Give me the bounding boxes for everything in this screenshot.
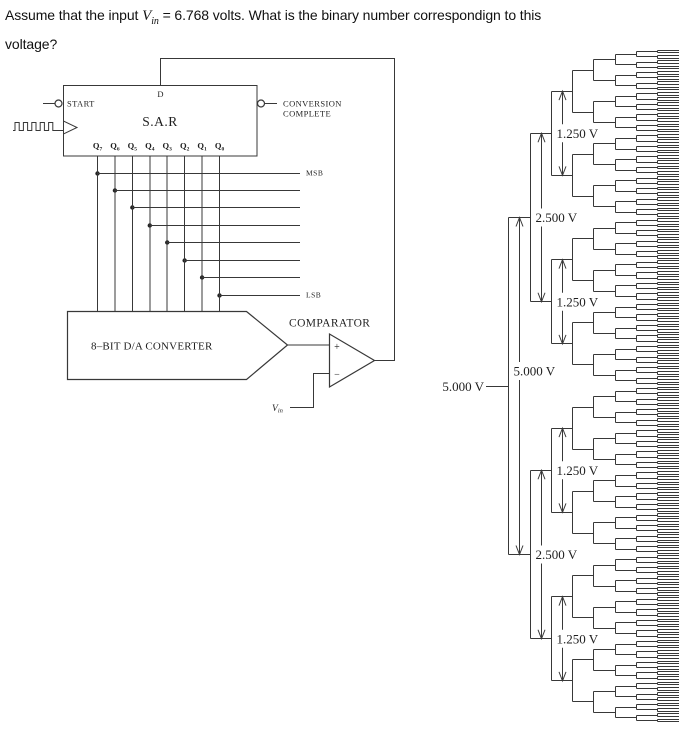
comparator-minus-sign: − (334, 369, 340, 381)
conversion-complete-bubble (258, 100, 265, 107)
clock-waveform (13, 123, 63, 131)
clock-input-triangle (64, 121, 78, 134)
vin-label: Vin (272, 404, 283, 415)
start-bubble (55, 100, 62, 107)
question-line-2: voltage? (5, 36, 58, 52)
tree-lead-label: 5.000 V (442, 379, 484, 394)
tree-range-arrows (513, 91, 566, 681)
tree-voltage-label: 1.250 V (556, 294, 599, 310)
question-suffix: = 6.768 volts. What is the binary number correspondign to this (158, 7, 542, 23)
sar-output-label: $Q_0$ (214, 140, 225, 153)
tree-branches (486, 51, 679, 722)
sar-output-wires (98, 156, 301, 312)
conversion-complete-label-1: CONVERSION (283, 98, 342, 109)
sar-output-label: $Q_4$ (145, 140, 155, 153)
vin-variable: $V_{in}$ (142, 8, 159, 27)
dac-label: 8–BIT D/A CONVERTER (91, 340, 213, 353)
tree-voltage-label: 2.500 V (535, 210, 578, 225)
conversion-complete-label-2: COMPLETE (283, 108, 332, 119)
tree-voltage-label: 1.250 V (556, 462, 599, 478)
tree-voltage-label: 2.500 V (535, 547, 578, 562)
comparator-plus-sign: + (334, 342, 340, 353)
sa-voltage-tree (486, 51, 679, 722)
question-prefix: Assume that the input (5, 7, 143, 23)
sar-output-label: $Q_7$ (92, 140, 103, 153)
tree-voltage-label: 1.250 V (556, 125, 599, 141)
sar-output-label: $Q_2$ (179, 140, 190, 153)
lsb-label: LSB (306, 290, 322, 300)
tree-voltage-label: 1.250 V (556, 631, 599, 647)
vin-wire (290, 374, 330, 408)
sar-output-label: $Q_3$ (162, 140, 172, 153)
tree-voltage-label: 5.000 V (513, 363, 556, 379)
msb-label: MSB (306, 168, 324, 178)
sar-output-label: $Q_5$ (127, 140, 138, 153)
sar-output-bus (93, 141, 300, 312)
sar-output-label: $Q_6$ (110, 140, 120, 153)
sar-start-label: START (67, 98, 95, 109)
feedback-wire (161, 59, 395, 361)
sar-output-label: $Q_1$ (197, 140, 207, 153)
sar-d-label: D (157, 89, 164, 99)
comparator-label: COMPARATOR (289, 317, 371, 330)
sar-title: S.A.R (142, 114, 178, 129)
